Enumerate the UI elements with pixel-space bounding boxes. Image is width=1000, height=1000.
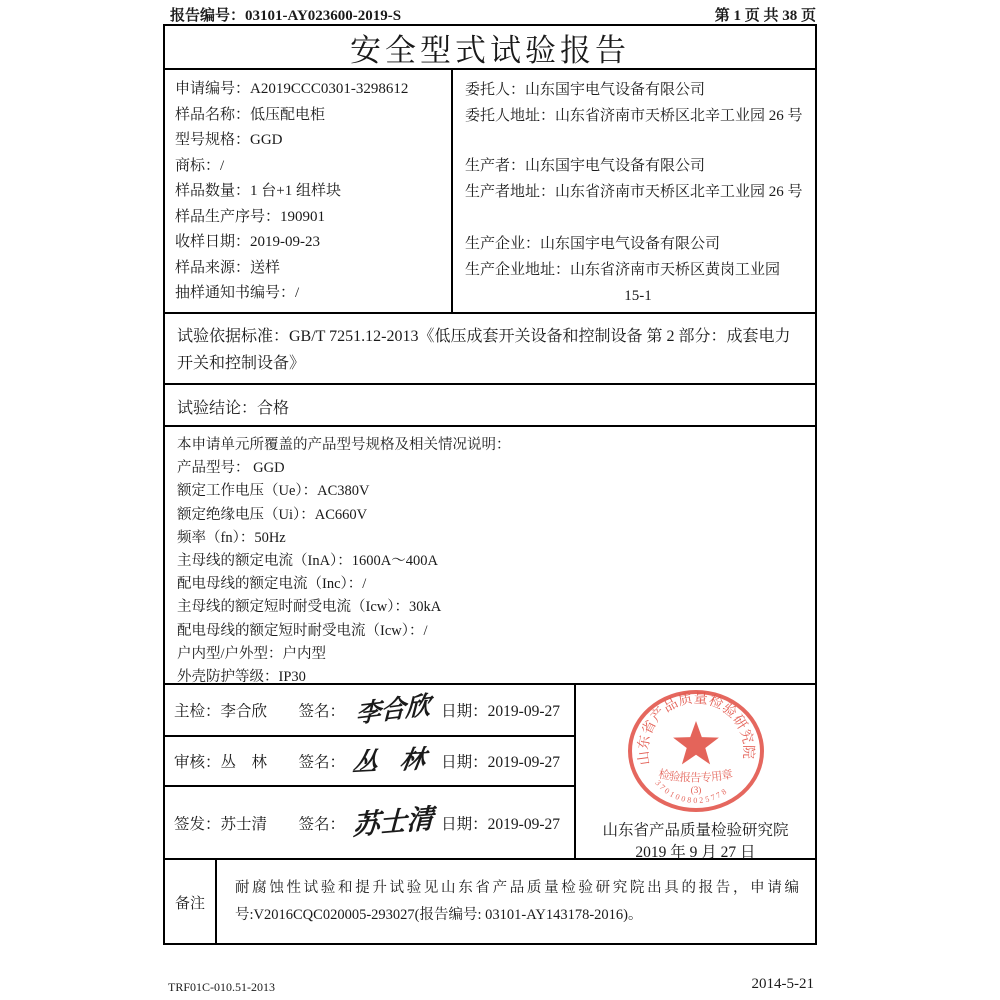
date-label: 日期： [441, 754, 488, 771]
form-code: TRF01C-010.51-2013 [168, 980, 276, 994]
test-conclusion: 试验结论：合格 [165, 385, 815, 427]
report-title: 安全型式试验报告 [165, 26, 815, 70]
sample-name: 样品名称：低压配电柜 [175, 106, 326, 123]
stamp-cell [576, 685, 815, 861]
issuer-row [165, 787, 574, 858]
issuer-signature: 苏士清 [352, 803, 434, 841]
client: 委托人：山东国宇电气设备有限公司 [465, 82, 706, 98]
remark-content: 耐腐蚀性试验和提升试验见山东省产品质量检验研究院出具的报告，申请编号:V2016CQC020005-293027(报告编号: 03101-AY143178-2016)。 [235, 880, 799, 923]
chief-inspector-row [165, 685, 574, 737]
chief-inspector-signature: 李合欣 [355, 691, 431, 729]
seal-inner-text: 检验报告专用章 [656, 768, 734, 785]
sample-info-left-cell [165, 70, 453, 312]
sampling-notice-no: 抽样通知书编号：/ [175, 285, 300, 301]
date-label: 日期： [441, 815, 488, 833]
application-number: 申请编号：A2019CCC0301-3298612 [175, 81, 409, 97]
official-seal-icon [626, 687, 766, 817]
seal-ring-text: 山东省产品质量检验研究院 [636, 691, 755, 766]
sign-label: 签名： [298, 703, 345, 720]
distribution-busbar-rated-current: 配电母线的额定电流（Inc）：/ [177, 576, 367, 593]
seal-serial-number: 3701008025778 [652, 778, 728, 806]
reviewer-signature: 丛 林 [350, 745, 436, 777]
party-info-cell [453, 70, 815, 312]
issuer-label: 签发： [174, 815, 221, 833]
trademark: 商标：/ [175, 157, 225, 174]
model-spec: 型号规格：GGD [175, 132, 283, 148]
svg-text:检验报告专用章 [657, 767, 733, 785]
distribution-busbar-withstand-current: 配电母线的额定短时耐受电流（Icw）：/ [177, 622, 428, 639]
signature-section [165, 685, 815, 860]
remark-section [165, 860, 815, 945]
coverage-note: 本申请单元所覆盖的产品型号规格及相关情况说明： [177, 437, 511, 453]
sign-label: 签名： [298, 754, 345, 771]
manufacturer: 生产企业：山东国宇电气设备有限公司 [465, 236, 721, 252]
chief-inspector-name: 李合欣 [220, 703, 268, 720]
sign-label: 签名： [298, 815, 345, 833]
manufacturer-address-line2: 15-1 [624, 288, 652, 304]
issuer-date [441, 812, 560, 834]
date-label: 日期： [441, 703, 488, 720]
frequency: 频率（fn）：50Hz [177, 529, 286, 546]
test-standard: 试验依据标准：GB/T 7251.12-2013《低压成套开关设备和控制设备 第 2 部分：成套电力开关和控制设备》 [165, 314, 815, 385]
issuer-name: 苏士清 [220, 815, 268, 833]
date-value: 2019-09-27 [487, 754, 560, 771]
product-spec-section [165, 427, 815, 685]
seal-sub-code: (3) [690, 785, 701, 795]
chief-inspector-label: 主检： [174, 703, 221, 720]
main-busbar-withstand-current: 主母线的额定短时耐受电流（Icw）：30kA [177, 599, 442, 616]
form-date: 2014-5-21 [751, 976, 814, 992]
reviewer-label: 审核： [174, 754, 221, 771]
main-busbar-rated-current: 主母线的额定电流（InA）：1600A～400A [177, 553, 438, 570]
client-address: 委托人地址：山东省济南市天桥区北辛工业园 26 号 [465, 108, 803, 124]
seal-star-icon [673, 721, 719, 764]
report-table [163, 24, 817, 945]
product-model: 产品型号： GGD [177, 460, 285, 477]
ip-rating: 外壳防护等级：IP30 [177, 669, 306, 686]
rated-insulation-voltage: 额定绝缘电压（Ui）：AC660V [177, 506, 368, 523]
rated-working-voltage: 额定工作电压（Ue）：AC380V [177, 483, 370, 500]
sample-source: 样品来源：送样 [175, 259, 281, 276]
sample-serial: 样品生产序号：190901 [175, 208, 326, 225]
indoor-outdoor-type: 户内型/户外型：户内型 [177, 645, 327, 662]
chief-inspector-date [441, 699, 560, 721]
reviewer-row [165, 737, 574, 787]
page-count: 第 1 页 共 38 页 [714, 8, 816, 24]
producer: 生产者：山东国宇电气设备有限公司 [465, 158, 706, 174]
report-number: 报告编号：03101-AY023600-2019-S [170, 8, 402, 24]
issuing-institute: 山东省产品质量检验研究院 [602, 822, 789, 839]
date-value: 2019-09-27 [487, 703, 560, 720]
issue-date: 2019 年 9 月 27 日 [635, 844, 756, 861]
reviewer-date [441, 750, 560, 772]
sample-quantity: 样品数量：1 台+1 组样块 [175, 183, 341, 199]
date-value: 2019-09-27 [487, 815, 560, 833]
manufacturer-address: 生产企业地址：山东省济南市天桥区黄岗工业园 [465, 262, 781, 278]
remark-label: 备注 [165, 860, 217, 945]
signature-rows [165, 685, 576, 858]
reviewer-name: 丛 林 [220, 754, 268, 771]
receive-date: 收样日期：2019-09-23 [175, 234, 320, 250]
producer-address: 生产者地址：山东省济南市天桥区北辛工业园 26 号 [465, 184, 803, 200]
sample-info-section [165, 70, 815, 314]
